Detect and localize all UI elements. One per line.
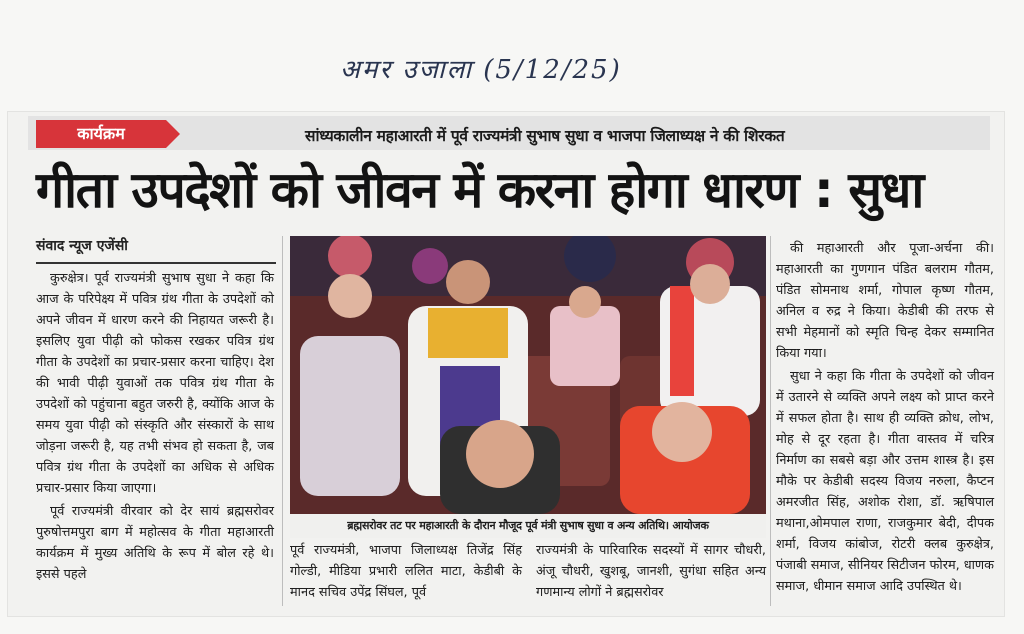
under-photo-text-right: राज्यमंत्री के पारिवारिक सदस्यों में सागर चौधरी, अंजू चौधरी, खुशबू, जानशी, सुगंधा सहित अन्य गणमान्य लोगों ने ब्रह्मसरोवर [536, 543, 766, 600]
photo-illustration [290, 236, 766, 514]
column-1-paragraph-1: कुरुक्षेत्र। पूर्व राज्यमंत्री सुभाष सुधा ने कहा कि आज के परिपेक्ष्य में पवित्र ग्रंथ गीता के उपदेशों को अपने जीवन में धारण करने की निहायत जरूरी है। इसलिए युवा पीढ़ी को फोकस रखकर पवित्र ग्रंथ गीता के उपदेशों का प्रचार-प्रसार करना चाहिए। देश की भावी पीढ़ी युवाओं तक पवित्र ग्रंथ गीता के उपदेशों को पहुंचाना बहुत जरुरी है, क्योंकि आज के समय युवा पीढ़ी को संस्कृति और संस्कारों के साथ जोड़ना जरूरी है, यह तभी संभव हो सकता है, जब पवित्र ग्रंथ गीता के उपदेशों का अधिक से अधिक प्रचार-प्रसार किया जाएगा। [36, 271, 274, 496]
byline-rule [36, 262, 276, 264]
section-tag: कार्यक्रम [36, 120, 166, 148]
column-1-paragraph-2: पूर्व राज्यमंत्री वीरवार को देर सायं ब्रह्मसरोवर पुरुषोत्तमपुरा बाग में महोत्सव के गीता महाआरती कार्यक्रम में मुख्य अतिथि के रूप में बोल रहे थे। इससे पहले [36, 504, 274, 582]
headline: गीता उपदेशों को जीवन में करना होगा धारण : सुधा [36, 161, 923, 219]
news-photo [290, 236, 766, 514]
under-photo-text-left: पूर्व राज्यमंत्री, भाजपा जिलाध्यक्ष तिजेंद्र सिंह गोल्डी, मीडिया प्रभारी ललित माटा, केडीबी के मानद सचिव उपेंद्र सिंघल, पूर्व [290, 543, 522, 600]
byline: संवाद न्यूज एजेंसी [36, 238, 128, 254]
column-3-paragraph-1: की महाआरती और पूजा-अर्चना की। महाआरती का गुणगान पंडित बलराम गौतम, पंडित सोमनाथ शर्मा, गोपाल कृष्ण गौतम, अनिल व रुद्र ने किया। केडीबी की तरफ से सभी मेहमानों को स्मृति चिन्ह देकर सम्मानित किया गया। [776, 241, 994, 361]
handwritten-date-note: अमर उजाला (5/12/25) [340, 55, 622, 85]
article-column-3 [776, 238, 994, 608]
column-3-paragraph-2: सुधा ने कहा कि गीता के उपदेशों को जीवन में उतारने से व्यक्ति अपने लक्ष्य को प्राप्त करने में सफल होता है। साथ ही व्यक्ति क्रोध, लोभ, मोह से दूर रहता है। गीता वास्तव में चरित्र निर्माण का सबसे बड़ा और उत्तम शास्त्र है। इस मौके पर केडीबी सदस्य विजय नरुला, कैप्टन अमरजीत सिंह, अशोक रोशा, डॉ. ऋषिपाल मथाना,ओमपाल राणा, राजकुमार बेदी, दीपक शर्मा, विजय कांबोज, रोटरी क्लब कुरुक्षेत्र, पंजाबी समाज, सीनियर सिटीजन फोरम, धाणक समाज, धीमान समाज आदि उपस्थित थे। [776, 369, 994, 594]
kicker-text: सांध्यकालीन महाआरती में पूर्व राज्यमंत्री सुभाष सुधा व भाजपा जिलाध्यक्ष ने की शिरकत [305, 127, 785, 145]
column-divider [282, 236, 283, 606]
article-column-1 [36, 268, 274, 606]
photo-caption: ब्रह्मसरोवर तट पर महाआरती के दौरान मौजूद पूर्व मंत्री सुभाष सुधा व अन्य अतिथि। आयोजक [290, 514, 766, 538]
column-divider [770, 236, 771, 606]
